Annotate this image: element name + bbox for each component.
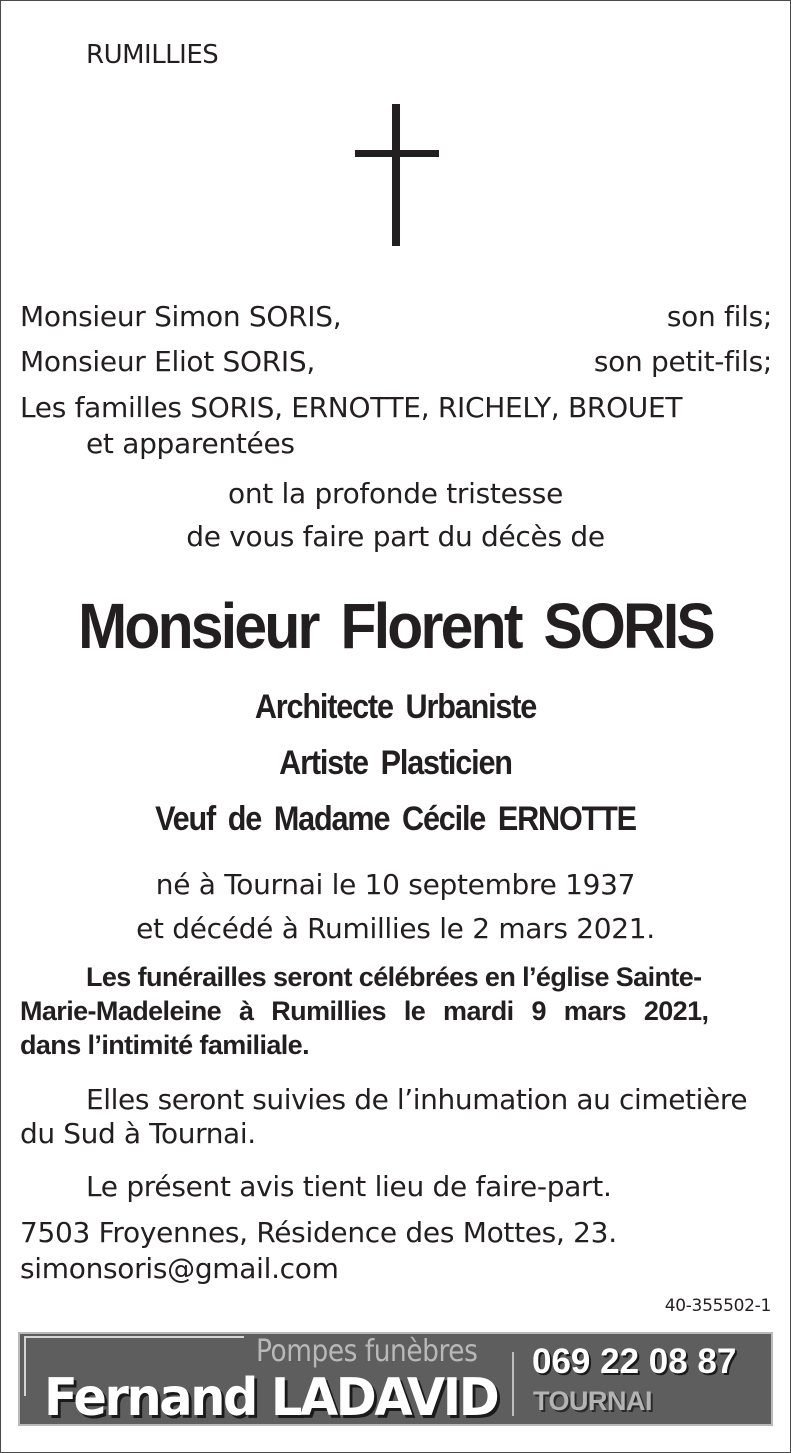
cross-icon	[355, 104, 439, 246]
funeral-home-name: Fernand LADAVID	[44, 1368, 498, 1428]
families-line-2: et apparentées	[86, 427, 295, 460]
death-line: et décédé à Rumillies le 2 mars 2021.	[136, 912, 655, 945]
intro-line-1: ont la profonde tristesse	[228, 477, 563, 510]
town-heading: RUMILLIES	[86, 40, 219, 70]
funeral-line-2: Marie-Madeleine à Rumillies le mardi 9 mars 2021,	[20, 996, 709, 1026]
mourner-relation: son petit-fils;	[593, 345, 772, 378]
deceased-name: Monsieur Florent SORIS	[78, 590, 713, 662]
contact-email[interactable]: simonsoris@gmail.com	[20, 1252, 339, 1285]
banner-divider	[512, 1352, 514, 1416]
burial-line-1: Elles seront suivies de l’inhumation au cimetière	[86, 1083, 748, 1116]
funeral-line-3: dans l’intimité familiale.	[20, 1030, 309, 1060]
funeral-home-tagline: Pompes funèbres	[256, 1334, 478, 1369]
notice-line: Le présent avis tient lieu de faire-part.	[86, 1170, 612, 1203]
families-line-1: Les familles SORIS, ERNOTTE, RICHELY, BROUET	[20, 391, 683, 424]
funeral-paragraph	[20, 960, 772, 1062]
contact-address: 7503 Froyennes, Résidence des Mottes, 23.	[20, 1216, 617, 1249]
deceased-title-2: Artiste Plasticien	[279, 744, 512, 782]
funeral-home-city: TOURNAI	[533, 1386, 653, 1416]
mourner-name: Monsieur Simon SORIS,	[20, 300, 342, 333]
reference-number: 40-355502-1	[664, 1296, 771, 1316]
burial-paragraph	[20, 1083, 772, 1151]
deceased-title-1: Architecte Urbaniste	[254, 688, 537, 726]
funeral-home-phone[interactable]: 069 22 08 87	[532, 1342, 737, 1381]
birth-line: né à Tournai le 10 septembre 1937	[155, 868, 636, 901]
burial-line-2: du Sud à Tournai.	[20, 1117, 256, 1150]
intro-line-2: de vous faire part du décès de	[186, 520, 605, 553]
mourner-name: Monsieur Eliot SORIS,	[20, 345, 315, 378]
mourner-relation: son fils;	[666, 300, 772, 333]
funeral-home-banner	[18, 1332, 773, 1426]
funeral-line-1: Les funérailles seront célébrées en l’église Sainte-	[86, 962, 702, 992]
deceased-widower: Veuf de Madame Cécile ERNOTTE	[155, 800, 636, 838]
